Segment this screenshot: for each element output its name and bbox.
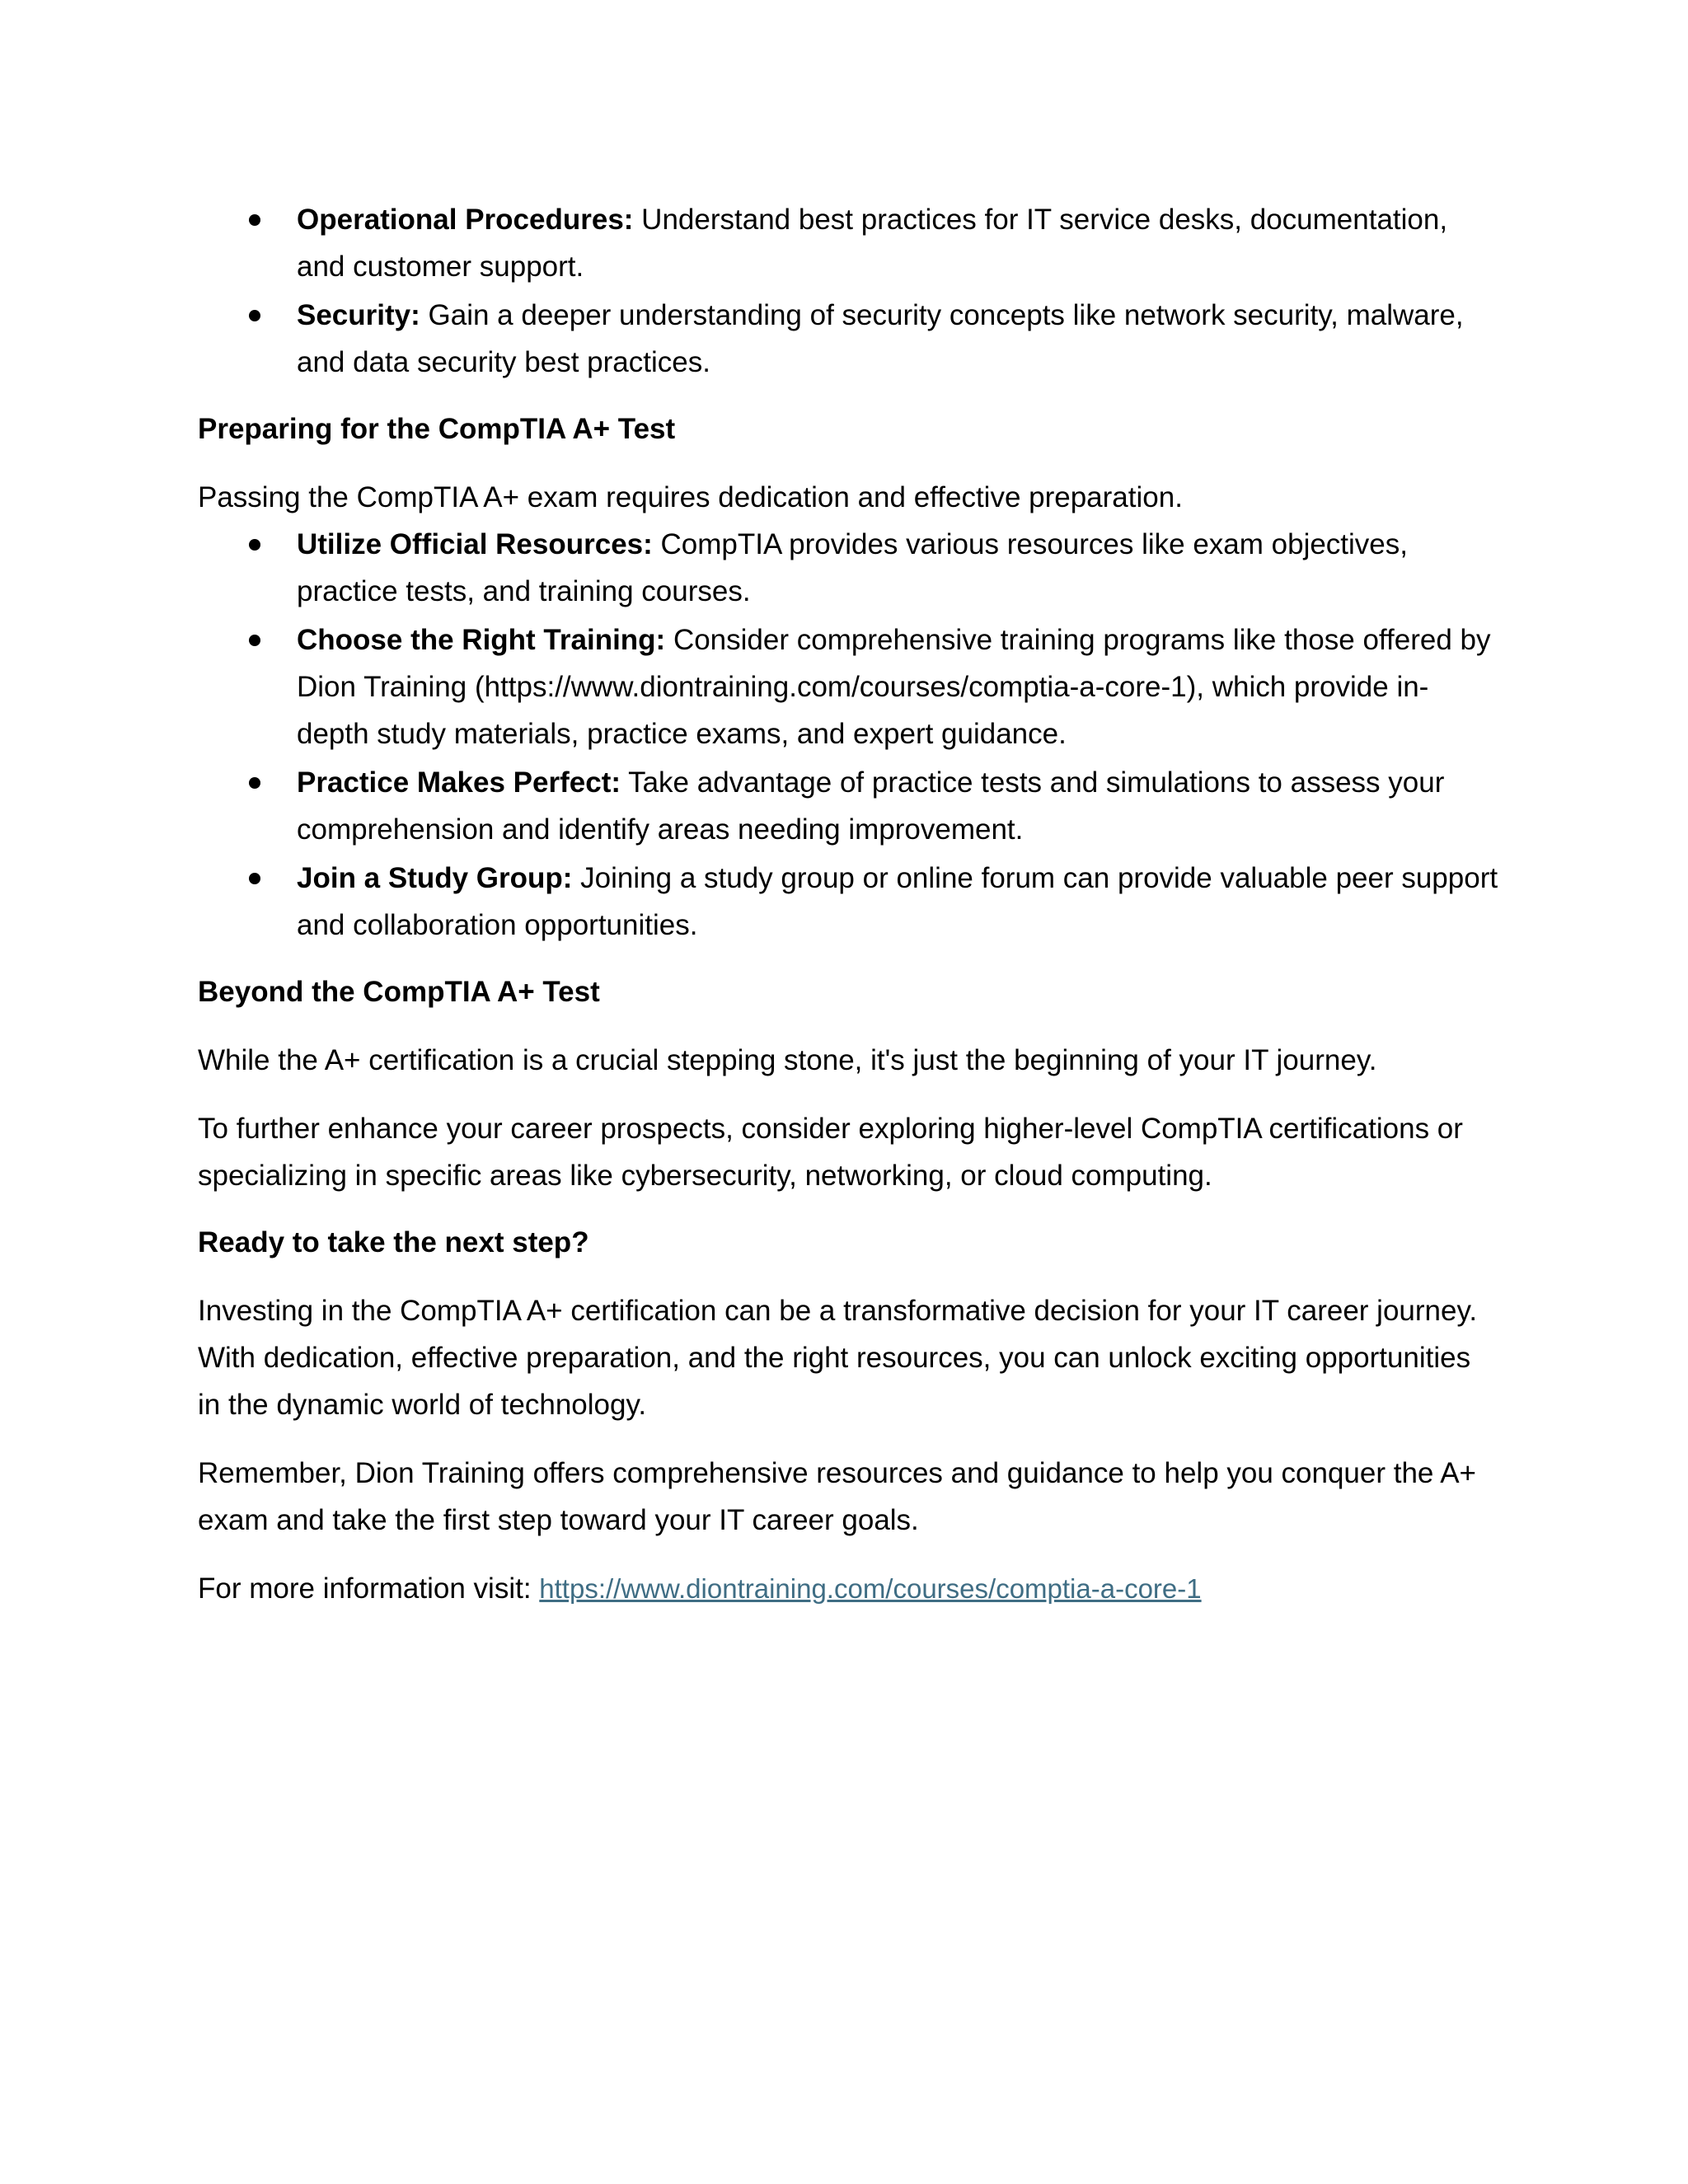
course-link[interactable]: https://www.diontraining.com/courses/comptia-a-core-1 bbox=[539, 1573, 1202, 1604]
bullet-icon bbox=[249, 539, 260, 551]
list-item bbox=[198, 759, 1500, 853]
list-item bbox=[198, 855, 1500, 949]
item-title: Join a Study Group: bbox=[297, 862, 573, 894]
intro-bullet-list bbox=[198, 196, 1500, 386]
list-item bbox=[198, 521, 1500, 615]
item-text: Understand best practices for IT service desks, documentation, and customer support. bbox=[297, 204, 1448, 283]
list-item bbox=[198, 616, 1500, 757]
preparing-intro: Passing the CompTIA A+ exam requires dedication and effective preparation. bbox=[198, 481, 1183, 513]
list-item bbox=[198, 292, 1500, 386]
more-info-line bbox=[198, 1565, 1500, 1612]
bullet-icon bbox=[249, 777, 260, 789]
item-title: Practice Makes Perfect: bbox=[297, 766, 621, 799]
bullet-icon bbox=[249, 310, 260, 321]
bullet-icon bbox=[249, 635, 260, 646]
item-text: Joining a study group or online forum can provide valuable peer support and collaboration opportunities. bbox=[297, 862, 1498, 941]
beyond-paragraph-2: To further enhance your career prospects, consider exploring higher-level CompTIA certifications or specializing in specific areas like cybersecurity, networking, or cloud computing. bbox=[198, 1113, 1463, 1192]
item-text: Gain a deeper understanding of security concepts like network security, malware, and data security best practices. bbox=[297, 299, 1464, 378]
beyond-paragraph-1: While the A+ certification is a crucial stepping stone, it's just the beginning of your IT journey. bbox=[198, 1044, 1377, 1076]
next-paragraph-1: Investing in the CompTIA A+ certification can be a transformative decision for your IT career journey. With dedication, effective preparation, and the right resources, you can unlock exciting opportunities in the dynamic world of technology. bbox=[198, 1295, 1478, 1421]
section-heading-beyond: Beyond the CompTIA A+ Test bbox=[198, 976, 600, 1008]
item-text: CompTIA provides various resources like exam objectives, practice tests, and training courses. bbox=[297, 528, 1409, 607]
list-item bbox=[198, 196, 1500, 290]
next-paragraph-2: Remember, Dion Training offers comprehensive resources and guidance to help you conquer the A+ exam and take the first step toward your IT career goals. bbox=[198, 1457, 1476, 1536]
item-title: Choose the Right Training: bbox=[297, 624, 666, 656]
item-text: Consider comprehensive training programs like those offered by Dion Training (https://www.diontraining.com/courses/comptia-a-core-1), which provide in-depth study materials, practice exams, and expert guidance. bbox=[297, 624, 1491, 750]
document-page bbox=[198, 196, 1500, 1612]
preparing-bullet-list bbox=[198, 521, 1500, 949]
item-title: Utilize Official Resources: bbox=[297, 528, 653, 560]
bullet-icon bbox=[249, 873, 260, 884]
more-info-label: For more information visit: bbox=[198, 1572, 540, 1605]
section-heading-preparing: Preparing for the CompTIA A+ Test bbox=[198, 413, 676, 445]
item-title: Operational Procedures: bbox=[297, 204, 634, 236]
section-heading-next-step: Ready to take the next step? bbox=[198, 1226, 589, 1258]
item-text: Take advantage of practice tests and simulations to assess your comprehension and identify areas needing improvement. bbox=[297, 766, 1445, 846]
item-title: Security: bbox=[297, 299, 420, 331]
bullet-icon bbox=[249, 214, 260, 226]
